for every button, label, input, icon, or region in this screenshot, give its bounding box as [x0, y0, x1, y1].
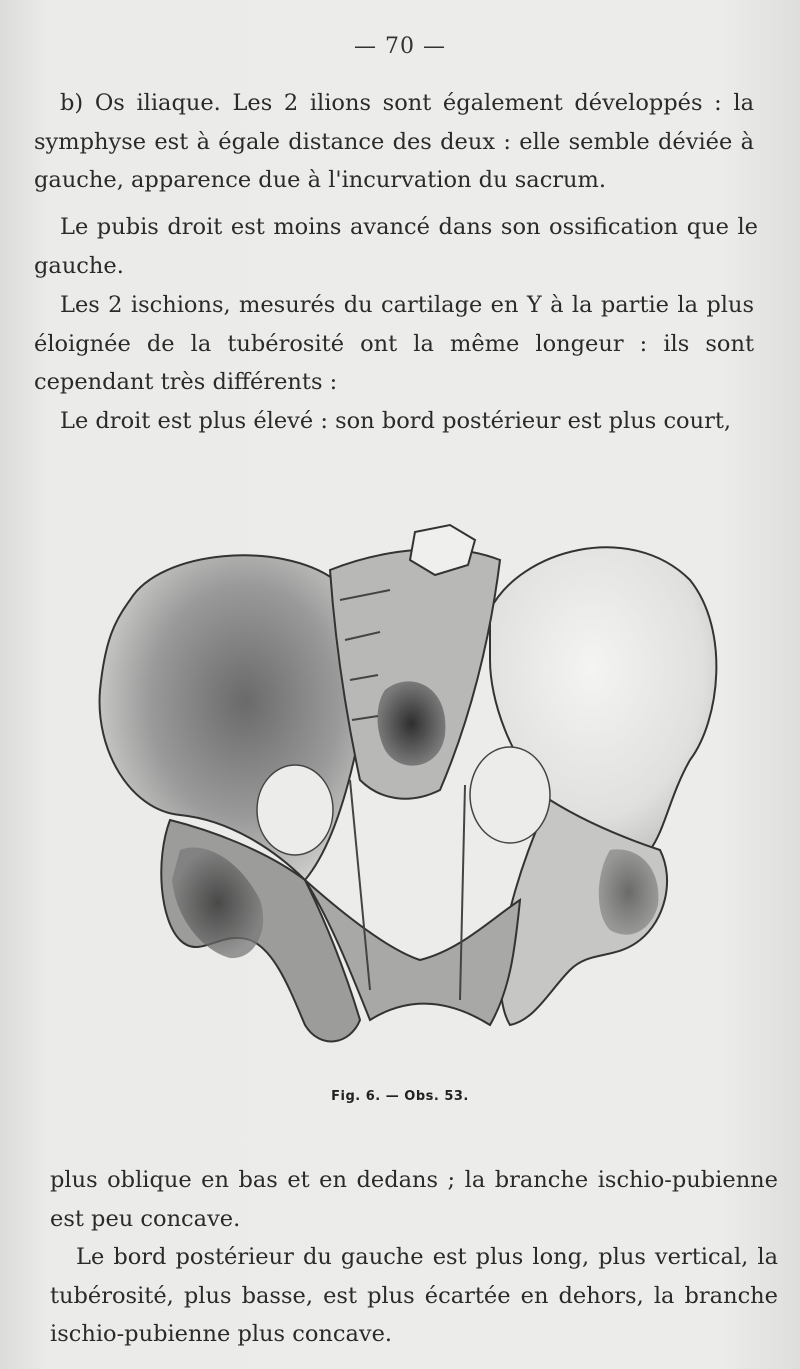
paragraph-os-iliaque: b) Os iliaque. Les 2 ilions sont également développés : la symphyse est à égale distance des deux : elle semble déviée à gauche, apparence due à l'incurvation du sacrum. — [34, 90, 754, 193]
sacral-foramen — [378, 681, 446, 765]
figure-caption: Fig. 6. — Obs. 53. — [331, 1089, 469, 1104]
paragraph-pubis: Le pubis droit est moins avancé dans son ossification que le gauche. — [34, 214, 758, 279]
paragraph-ischions: Les 2 ischions, mesurés du cartilage en Y à la partie la plus éloignée de la tubérosité ont la même longeur : ils sont cependant très différents : — [34, 292, 754, 395]
right-obturator-foramen — [470, 747, 550, 843]
paragraph-continuation: plus oblique en bas et en dedans ; la branche ischio-pubienne est peu concave. — [50, 1167, 778, 1232]
page-number: — 70 — — [354, 34, 446, 59]
left-obturator-foramen — [257, 765, 333, 855]
pelvis-illustration — [90, 520, 730, 1080]
paragraph-droit: Le droit est plus élevé : son bord postérieur est plus court, — [60, 408, 732, 434]
paragraph-gauche: Le bord postérieur du gauche est plus long, plus vertical, la tubérosité, plus basse, est plus écartée en dehors, la branche ischio-pubienne plus concave. — [50, 1244, 778, 1347]
